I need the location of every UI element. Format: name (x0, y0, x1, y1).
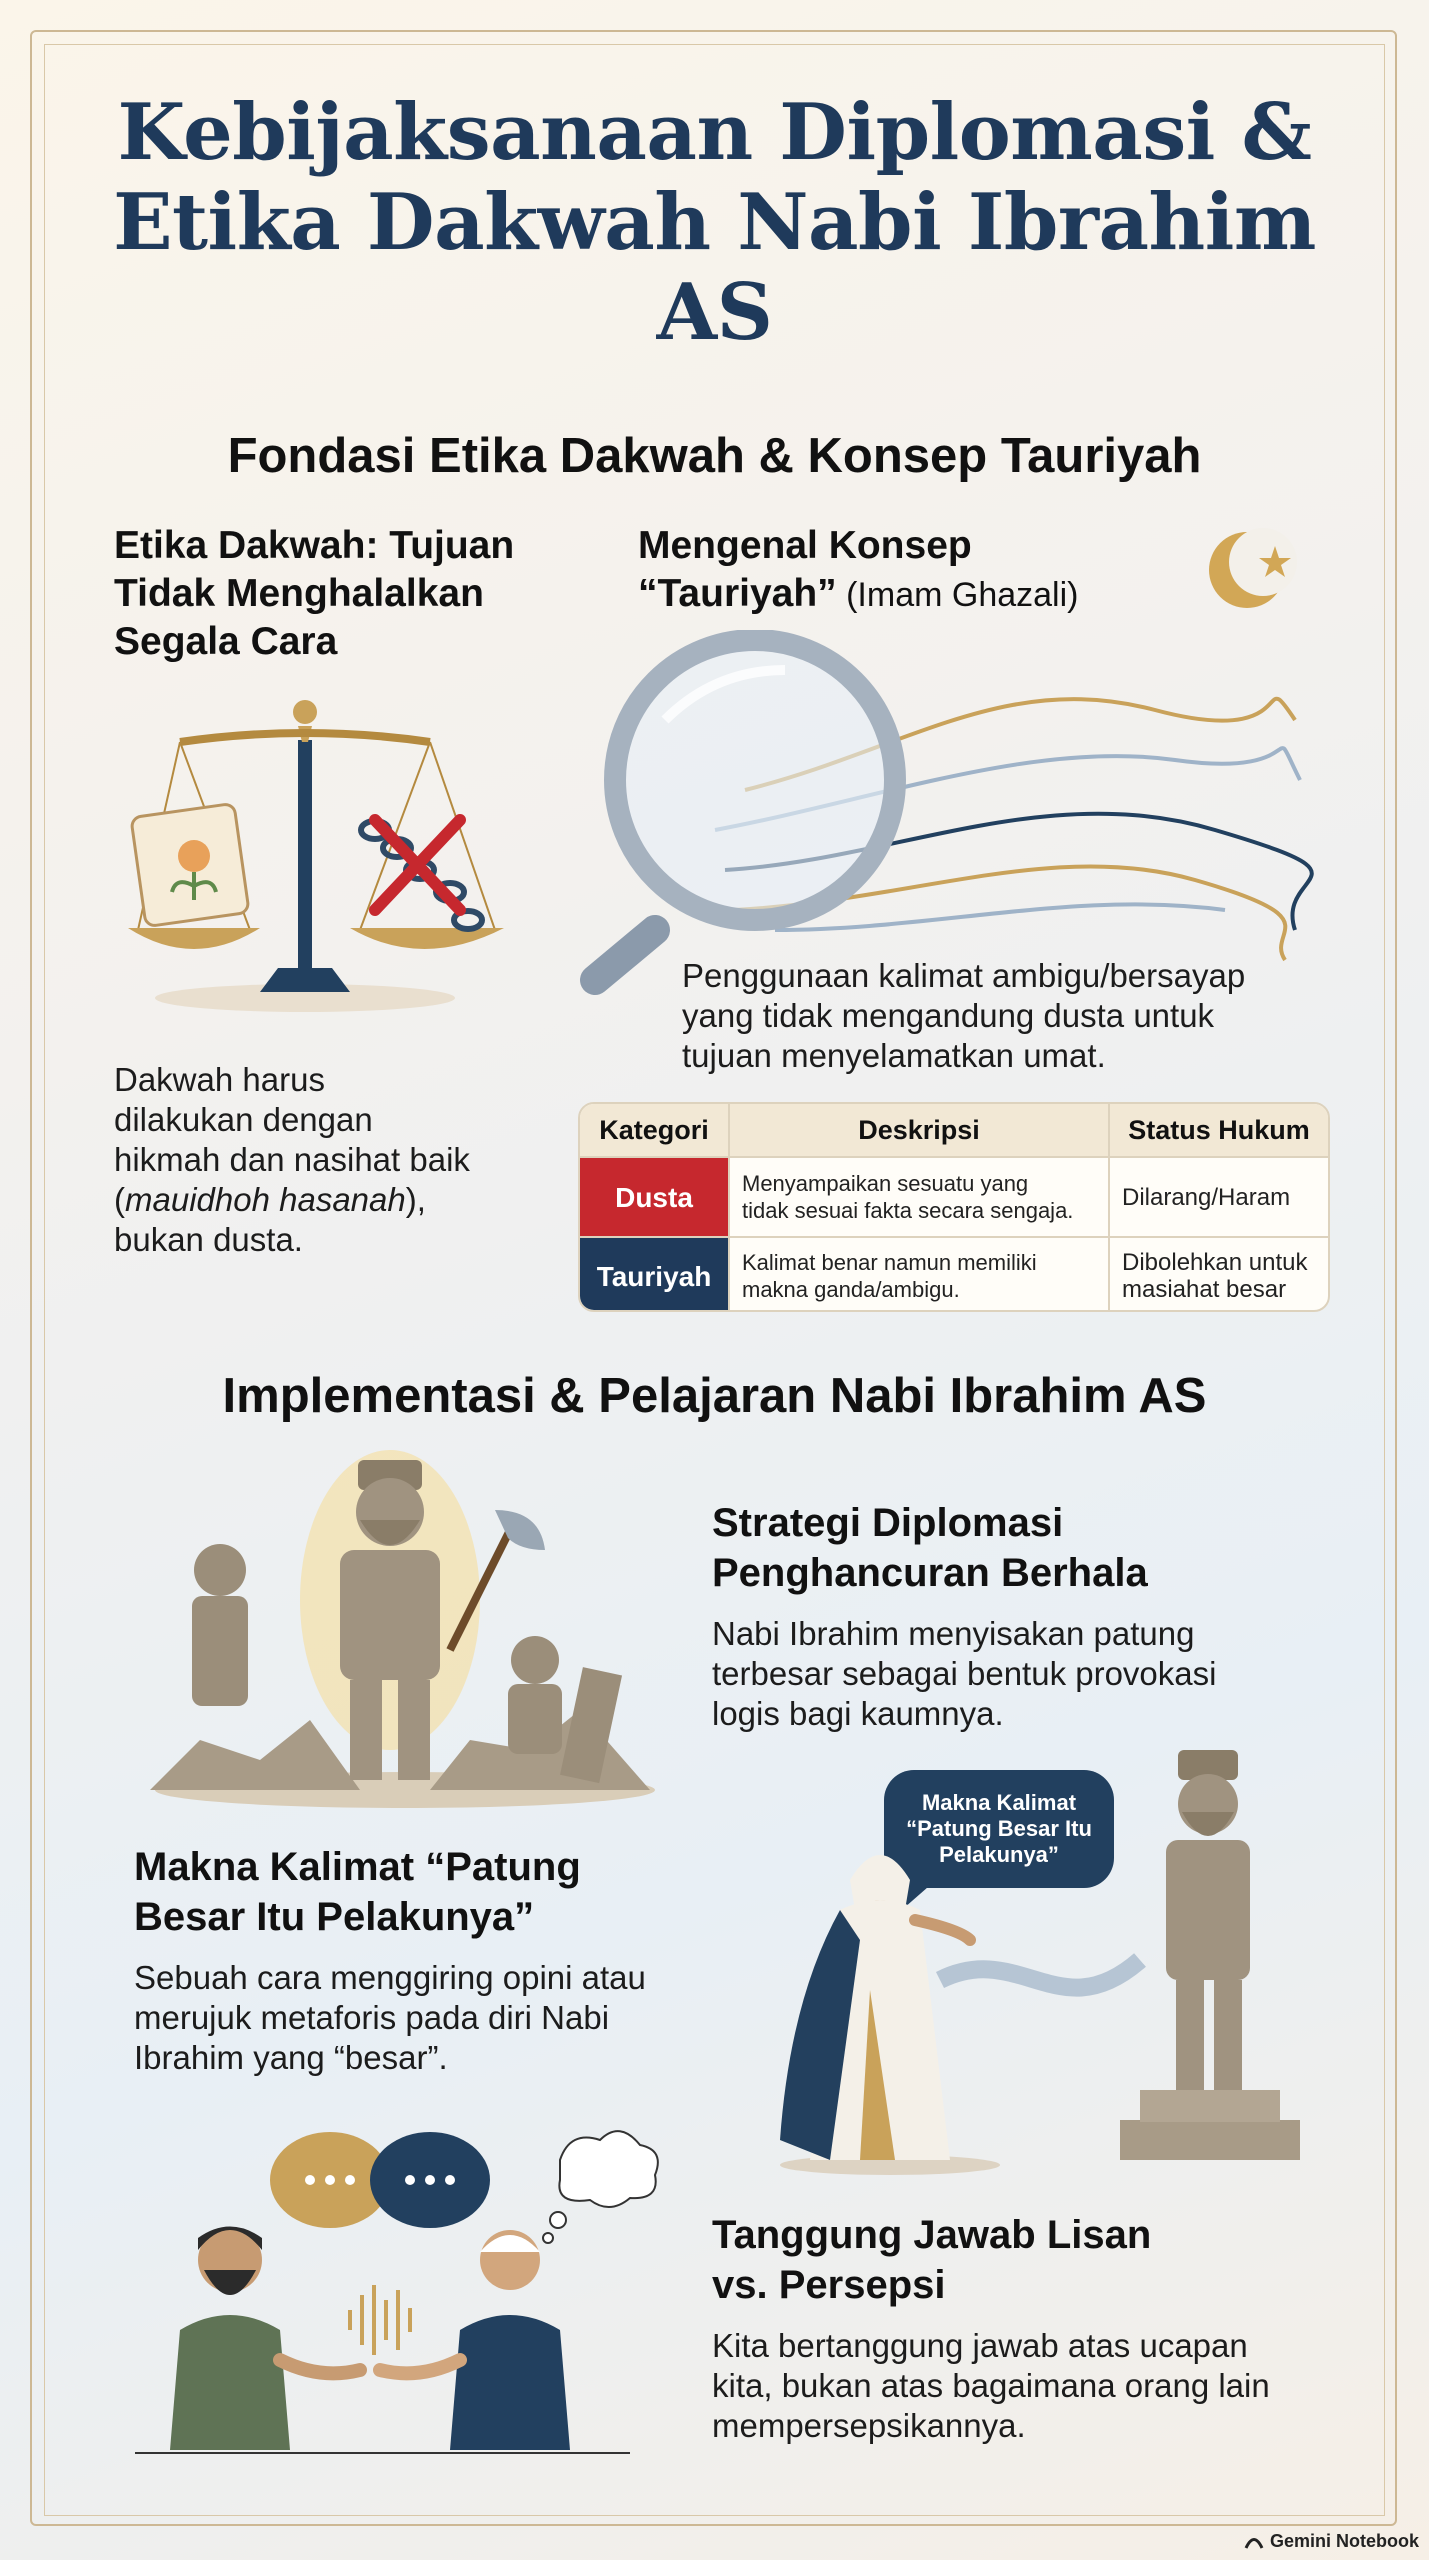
makna-heading-line: Makna Kalimat “Patung (134, 1845, 581, 1889)
etika-body-line: bukan dusta. (114, 1221, 303, 1258)
paren-open: ( (114, 1181, 125, 1218)
bubble-line: Makna Kalimat (921, 1790, 1077, 1815)
kategori-dusta: Dusta (580, 1158, 730, 1236)
ibrahim-statue-icon (720, 1740, 1320, 2180)
etika-body-line: hikmah dan nasihat baik (114, 1141, 470, 1178)
tauriyah-term: “Tauriyah” (638, 572, 837, 615)
section2-title: Implementasi & Pelajaran Nabi Ibrahim AS (222, 1369, 1207, 1423)
dialogue-icon (130, 2120, 670, 2460)
strategi-body-line: logis bagi kaumnya. (712, 1695, 1004, 1732)
strategi-heading-line: Strategi Diplomasi (712, 1501, 1064, 1545)
gemini-logo-icon (1244, 2535, 1264, 2549)
etika-body-line: Dakwah harus (114, 1061, 325, 1098)
strategi-heading-line: Penghancuran Berhala (712, 1551, 1148, 1595)
etika-heading-line: Segala Cara (114, 620, 338, 663)
tanggung-body (712, 2326, 1362, 2446)
table-row (580, 1238, 1328, 1312)
table-header-cell: Deskripsi (730, 1104, 1110, 1156)
magnifier-icon (575, 630, 1315, 1000)
tauriyah-body-line: tujuan menyelamatkan umat. (682, 1037, 1106, 1074)
desc-line: makna ganda/ambigu. (742, 1277, 960, 1302)
tanggung-body-line: Kita bertanggung jawab atas ucapan (712, 2327, 1248, 2364)
makna-body-line: merujuk metaforis pada diri Nabi (134, 1999, 610, 2036)
tanggung-heading (712, 2210, 1332, 2310)
imam-ghazali-note: (Imam Ghazali) (836, 576, 1079, 614)
table-cell (1110, 1238, 1328, 1312)
etika-body-line: dilakukan dengan (114, 1101, 373, 1138)
etika-heading-line: Tidak Menghalalkan (114, 572, 484, 615)
desc-line: Menyampaikan sesuatu yang (742, 1171, 1029, 1196)
table-header-cell: Status Hukum (1128, 1114, 1310, 1145)
broken-idols-icon (140, 1450, 670, 1820)
table-row (580, 1158, 1328, 1238)
page-title (60, 88, 1369, 358)
strategi-body-line: Nabi Ibrahim menyisakan patung (712, 1615, 1195, 1652)
bubble-line: “Patung Besar Itu (906, 1816, 1092, 1841)
makna-body-line: Ibrahim yang “besar”. (134, 2039, 448, 2076)
etika-body-line (114, 1180, 554, 1220)
section1-title: Fondasi Etika Dakwah & Konsep Tauriyah (227, 429, 1202, 483)
footer-brand (1244, 2531, 1419, 2552)
status-line: masiahat besar (1122, 1276, 1287, 1303)
table-header-row (580, 1104, 1328, 1158)
strategi-body-line: terbesar sebagai bentuk provokasi (712, 1655, 1217, 1692)
page-title-line2: Etika Dakwah Nabi Ibrahim AS (113, 177, 1316, 358)
strategi-heading (712, 1498, 1332, 1598)
desc-line: tidak sesuai fakta secara sengaja. (742, 1198, 1074, 1223)
footer-brand-label: Gemini Notebook (1269, 2531, 1419, 2551)
tanggung-body-line: kita, bukan atas bagaimana orang lain (712, 2367, 1270, 2404)
table-cell (730, 1238, 1110, 1312)
makna-body-line: Sebuah cara menggiring opini atau (134, 1959, 646, 1996)
table-cell (730, 1158, 1110, 1236)
etika-body (114, 1060, 554, 1260)
desc-line: Kalimat benar namun memiliki (742, 1250, 1037, 1275)
comparison-table (578, 1102, 1330, 1312)
strategi-body (712, 1614, 1332, 1734)
table-cell (1110, 1158, 1328, 1236)
status-line: Dibolehkan untuk (1122, 1249, 1308, 1276)
page-title-line1: Kebijaksanaan Diplomasi & (117, 87, 1312, 178)
tauriyah-body-line: yang tidak mengandung dusta untuk (682, 997, 1215, 1034)
tauriyah-body-line: Penggunaan kalimat ambigu/bersayap (682, 957, 1246, 994)
crescent-star-icon (1205, 520, 1301, 616)
justice-scale-icon (110, 680, 530, 1020)
tauriyah-body (682, 956, 1322, 1076)
tanggung-body-line: mempersepsikannya. (712, 2407, 1026, 2444)
kategori-tauriyah: Tauriyah (580, 1238, 730, 1312)
makna-body (134, 1958, 694, 2078)
tanggung-heading-line: vs. Persepsi (712, 2263, 946, 2307)
etika-heading-line: Etika Dakwah: Tujuan (114, 524, 515, 567)
tauriyah-heading-line (638, 570, 1198, 619)
etika-heading (114, 522, 574, 666)
makna-heading (134, 1842, 694, 1942)
tauriyah-heading (638, 522, 1198, 619)
status-line: Dilarang/Haram (1122, 1183, 1291, 1211)
table-header-cell: Kategori (580, 1104, 730, 1156)
bubble-line: Pelakunya” (939, 1842, 1059, 1867)
tauriyah-heading-line: Mengenal Konsep (638, 524, 972, 567)
makna-heading-line: Besar Itu Pelakunya” (134, 1895, 535, 1939)
tanggung-heading-line: Tanggung Jawab Lisan (712, 2213, 1152, 2257)
mauidhoh-term: mauidhoh hasanah (125, 1181, 406, 1218)
paren-close: ), (405, 1181, 426, 1218)
